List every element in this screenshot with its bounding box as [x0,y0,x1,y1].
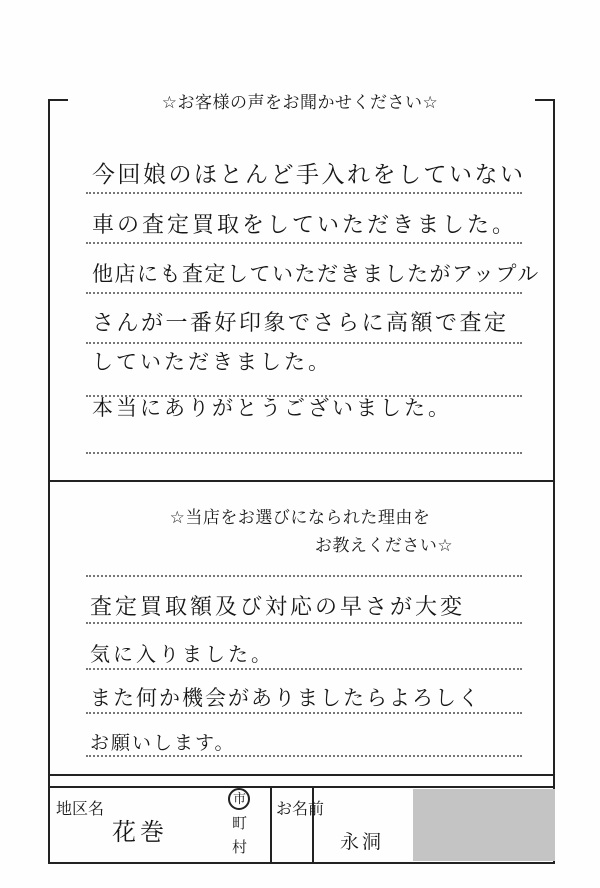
customer-voice-heading: ☆お客様の声をお聞かせください☆ [0,88,600,113]
writing-line [86,452,522,454]
writing-line [86,668,522,670]
writing-line [86,342,522,344]
name-label: お名前 [276,799,325,818]
municipality-char-machi: 町 [232,814,248,832]
handwritten-line: 車の査定買取をしていただきました。 [92,213,518,238]
area-label: 地区名 [56,799,105,818]
reason-heading-line1: ☆当店をお選びになられた理由を [169,508,431,528]
handwritten-line: 気に入りました。 [90,642,274,666]
handwritten-line: 他店にも査定していただきましたがアップル [92,262,540,286]
frame-bottom-border [48,774,555,776]
writing-line [86,575,522,577]
municipality-char-shi: 市 [233,792,247,807]
frame-right-border [553,99,555,787]
municipality-char-mura: 村 [232,838,248,856]
frame-left-border [48,99,50,787]
handwritten-line: お願いします。 [90,732,236,754]
handwritten-line: 今回娘のほとんど手入れをしていない [92,162,526,188]
handwritten-line: さんが一番好印象でさらに高額で査定 [92,311,509,336]
reason-heading-line2: お教えください☆ [314,536,454,556]
writing-line [86,755,522,757]
handwritten-line: していただきました。 [92,350,332,374]
redacted-block [413,789,555,861]
name-handwritten-value: 永洞 [340,831,385,853]
writing-line [86,622,522,624]
writing-line [86,242,522,244]
handwritten-line: また何か機会がありましたらよろしく [90,686,481,710]
writing-line [86,192,522,194]
handwritten-line: 本当にありがとうございました。 [92,396,452,420]
writing-line [86,712,522,714]
section-divider [48,480,555,482]
area-handwritten-value: 花巻 [112,818,168,846]
handwritten-line: 査定買取額及び対応の早さが大変 [90,595,466,620]
writing-line [86,292,522,294]
